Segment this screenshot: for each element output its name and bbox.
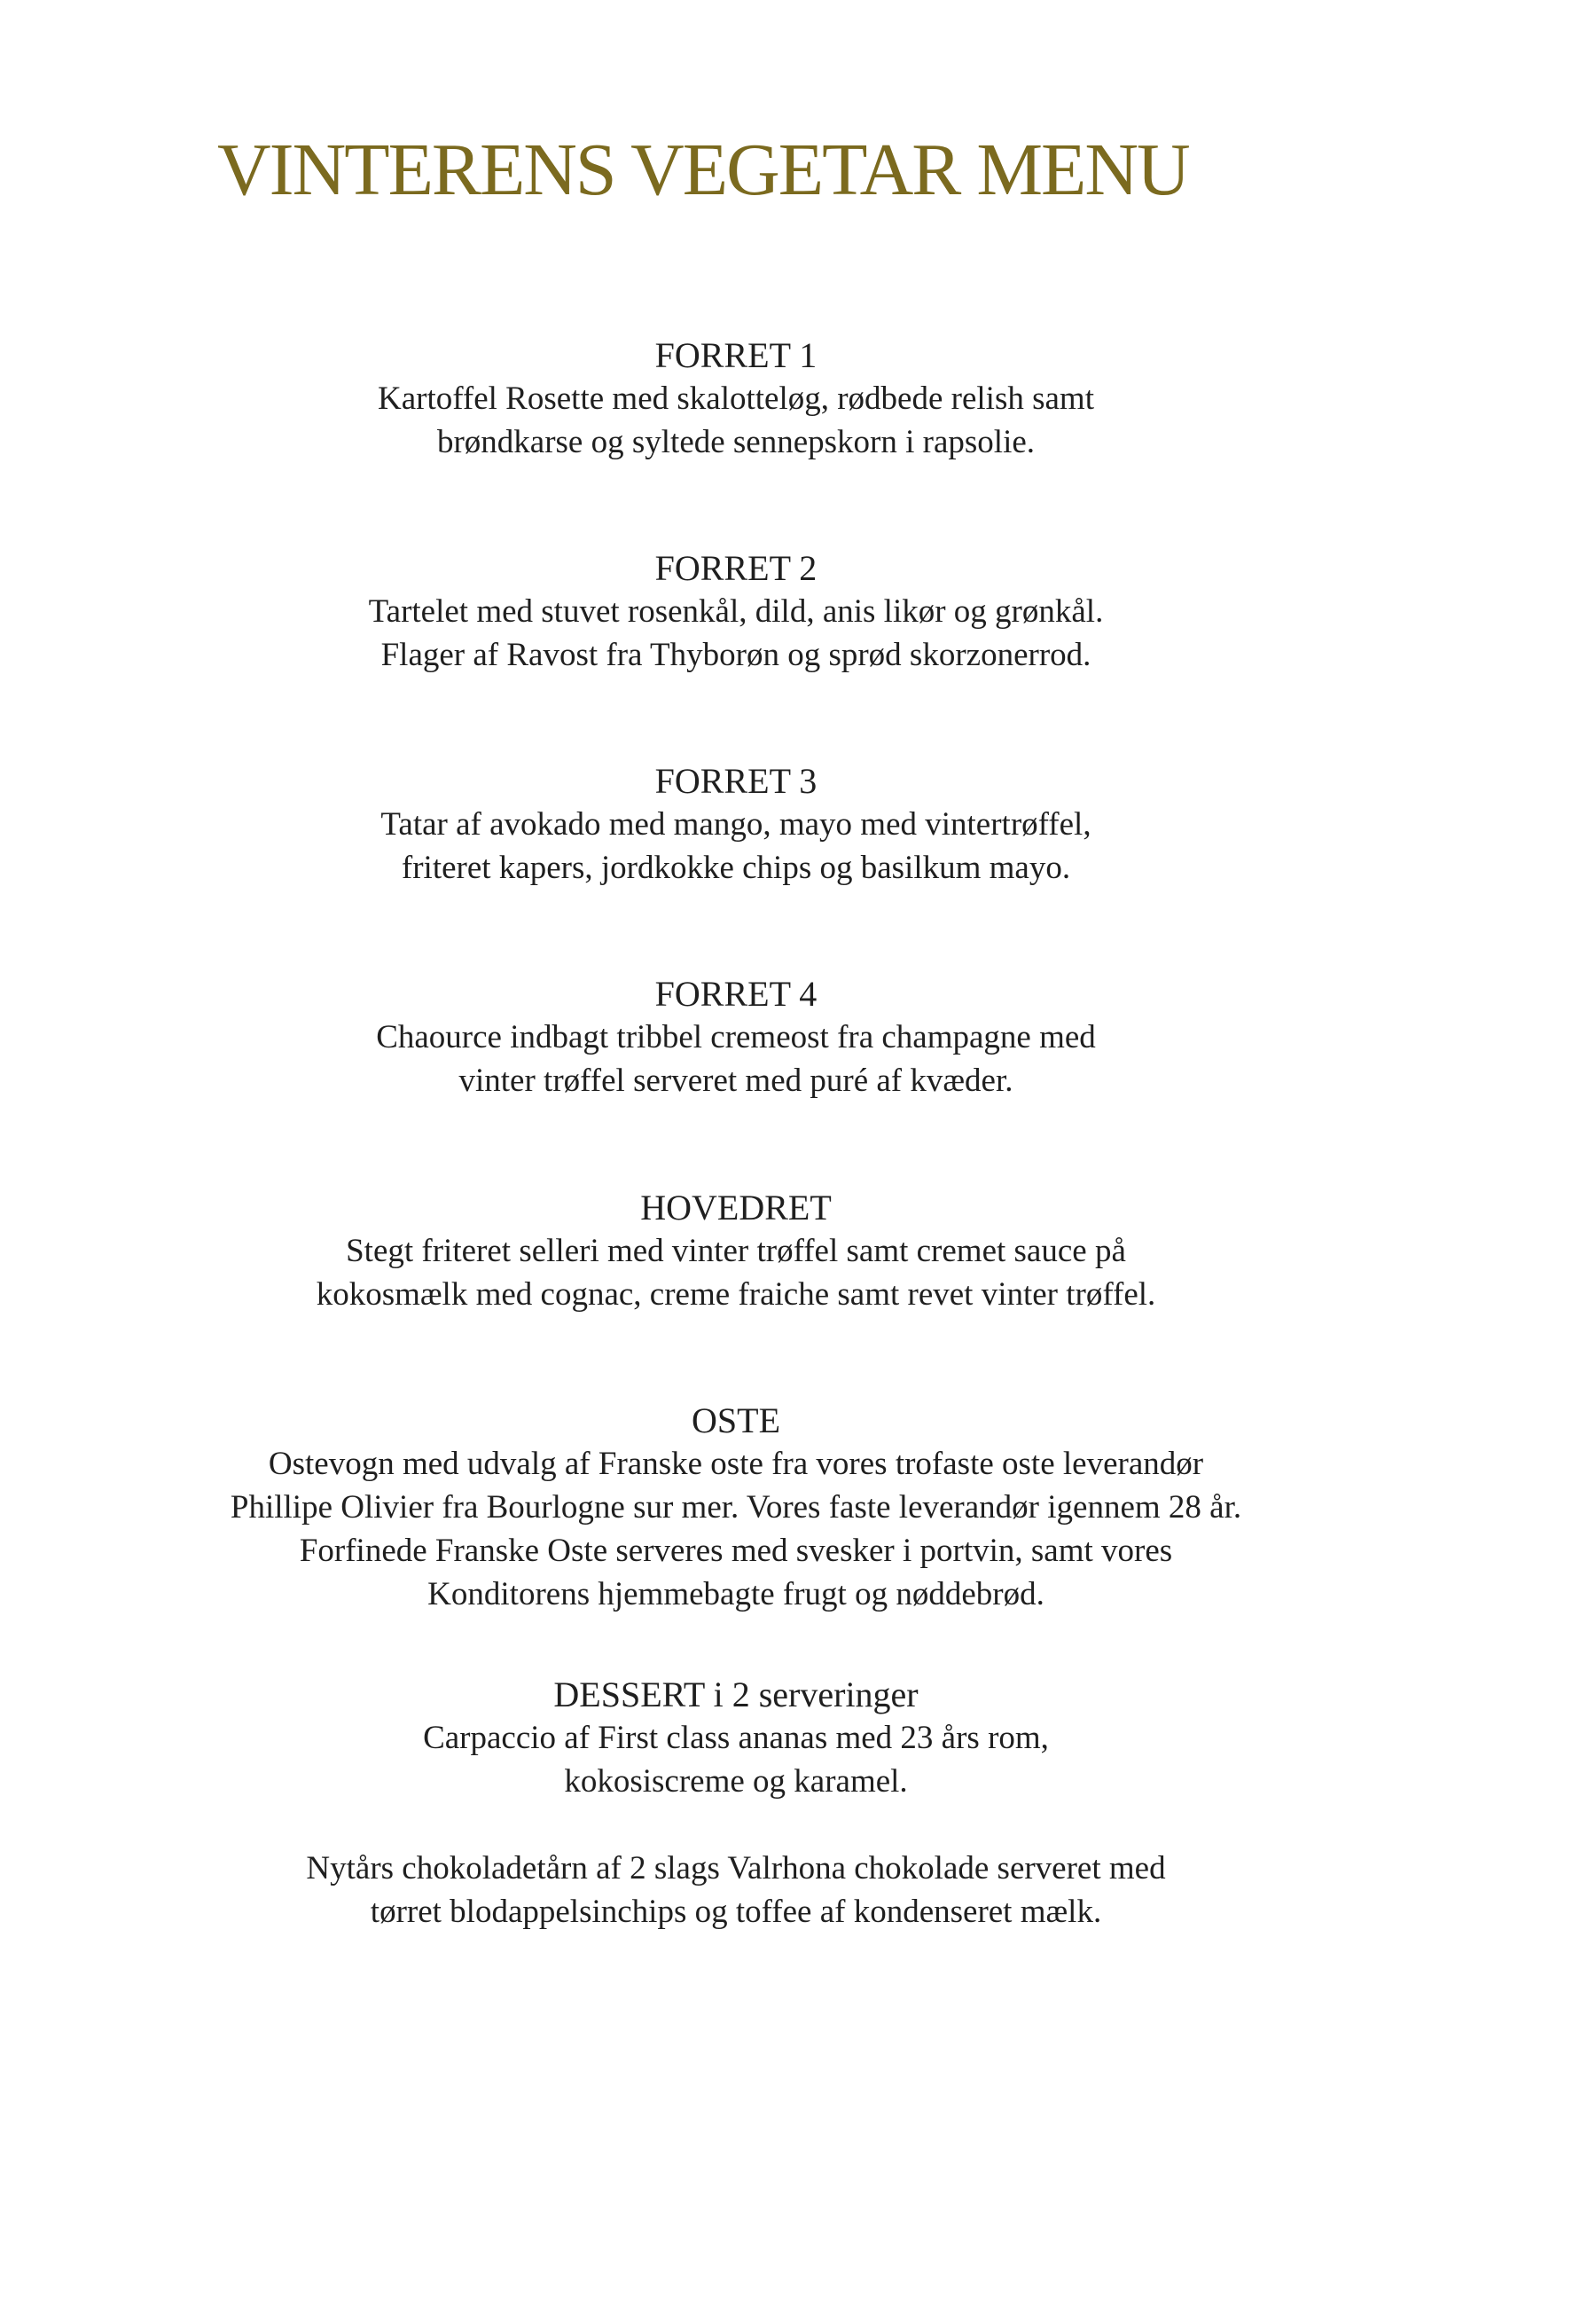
course-heading: FORRET 1 xyxy=(654,335,818,375)
course-description-line: kokosiscreme og karamel. xyxy=(564,1763,908,1800)
course-description-line: friteret kapers, jordkokke chips og basilkum mayo. xyxy=(401,850,1071,886)
course-heading: HOVEDRET xyxy=(640,1188,832,1228)
course-heading: FORRET 3 xyxy=(654,761,818,801)
line-spacer xyxy=(106,1803,1365,1847)
course-oste xyxy=(106,1400,1365,1616)
course-forret-3 xyxy=(106,760,1365,890)
course-description-line: Nytårs chokoladetårn af 2 slags Valrhona chokolade serveret med xyxy=(306,1850,1166,1886)
course-description-line: Stegt friteret selleri med vinter trøffel samt cremet sauce på xyxy=(346,1233,1126,1269)
course-forret-2 xyxy=(106,547,1365,677)
course-description-line: Kartoffel Rosette med skalotteløg, rødbede relish samt xyxy=(378,380,1094,417)
course-description-line: Phillipe Olivier fra Bourlogne sur mer. Vores faste leverandør igennem 28 år. xyxy=(230,1489,1242,1526)
course-description-line: Tartelet med stuvet rosenkål, dild, anis likør og grønkål. xyxy=(368,593,1104,630)
course-description-line: kokosmælk med cognac, creme fraiche samt revet vinter trøffel. xyxy=(316,1276,1156,1313)
course-heading: OSTE xyxy=(692,1400,780,1440)
course-hovedret xyxy=(106,1187,1365,1316)
course-description-line: Konditorens hjemmebagte frugt og nøddebrød. xyxy=(427,1576,1044,1612)
course-forret-1 xyxy=(106,334,1365,464)
course-description-line: Ostevogn med udvalg af Franske oste fra vores trofaste oste leverandør xyxy=(268,1446,1204,1482)
course-description-line: vinter trøffel serveret med puré af kvæder. xyxy=(458,1063,1013,1099)
course-description-line: Flager af Ravost fra Thyborøn og sprød skorzonerrod. xyxy=(380,637,1091,673)
course-description-line: Tatar af avokado med mango, mayo med vintertrøffel, xyxy=(380,806,1091,843)
course-description-line: tørret blodappelsinchips og toffee af kondenseret mælk. xyxy=(370,1894,1102,1930)
course-forret-4 xyxy=(106,973,1365,1102)
course-description-line: Forfinede Franske Oste serveres med svesker i portvin, samt vores xyxy=(299,1533,1173,1569)
course-heading: FORRET 2 xyxy=(654,548,818,588)
course-dessert xyxy=(106,1674,1365,1933)
course-description-line: Chaource indbagt tribbel cremeost fra champagne med xyxy=(376,1019,1096,1055)
course-description-line: Carpaccio af First class ananas med 23 års rom, xyxy=(423,1720,1049,1756)
course-heading: FORRET 4 xyxy=(654,974,818,1014)
course-heading: DESSERT i 2 serveringer xyxy=(553,1675,919,1714)
menu-title: VINTERENS VEGETAR MENU xyxy=(217,129,1189,211)
course-description-line: brøndkarse og syltede sennepskorn i rapsolie. xyxy=(436,424,1036,460)
